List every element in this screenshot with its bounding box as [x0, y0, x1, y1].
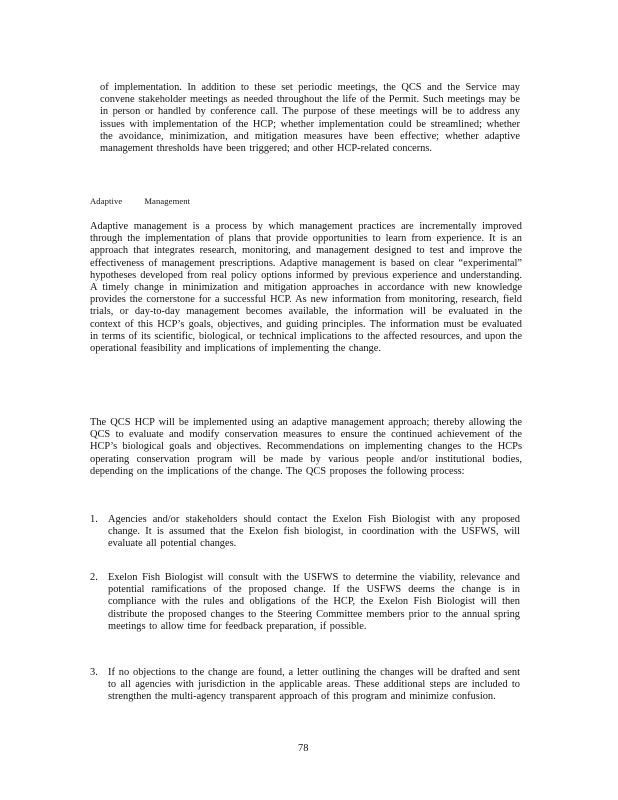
step-text: Exelon Fish Biologist will consult with the USFWS to determine the viability, relevance and potential ramifications of the proposed change. If the USFWS deems the change is in compliance with the rules and obligations of the HCP, the Exelon Fish Biologist will then distribute the proposed changes to the Steering Committee members prior to the annual spring meetings to allow time for feedback preparation, if possible. — [108, 572, 520, 632]
intro-paragraph: of implementation. In addition to these set periodic meetings, the QCS and the Service may convene stakeholder meetings as needed throughout the life of the Permit. Such meetings may be in person or handled by conference call. The purpose of these meetings will be to address any issues with implementation of the HCP; whether implementation could be streamlined; whether the avoidance, minimization, and mitigation measures have been effective; whether adaptive management thresholds have been triggered; and other HCP-related concerns. — [100, 82, 520, 155]
adaptive-management-paragraph: Adaptive management is a process by which management practices are incrementally improved through the implementation of plans that provide opportunities to learn from experience. It is an approach that integrates research, monitoring, and management designed to test and improve the effectiveness of management prescriptions. Adaptive management is based on clear “experimental” hypotheses developed from real policy options informed by previous experience and understanding. A timely change in minimization and mitigation approaches in accordance with new knowledge provides the cornerstone for a successful HCP. As new information from monitoring, research, field trials, or day-to-day management becomes available, the information will be evaluated in the context of this HCP’s goals, objectives, and guiding principles. The information must be evaluated in terms of its scientific, biological, or technical implications to the affected resources, and upon the operational feasibility and implications of implementing the change. — [90, 221, 522, 355]
heading-word-management: Management — [144, 196, 191, 206]
step-text: Agencies and/or stakeholders should contact the Exelon Fish Biologist with any proposed change. It is assumed that the Exelon fish biologist, in coordination with the USFWS, will evaluate all potential changes. — [108, 514, 520, 550]
heading-word-adaptive: Adaptive — [90, 196, 123, 206]
step-number: 1. — [90, 514, 98, 525]
page-number: 78 — [298, 743, 309, 754]
step-number: 3. — [90, 667, 98, 678]
step-number: 2. — [90, 572, 98, 583]
qcs-process-paragraph: The QCS HCP will be implemented using an adaptive management approach; thereby allowing the QCS to evaluate and modify conservation measures to ensure the continued achievement of the HCP’s biological goals and objectives. Recommendations on implementing changes to the HCPs operating conservation program will be made by various people and/or institutional bodies, depending on the implications of the change. The QCS proposes the following process: — [90, 417, 522, 477]
section-heading-adaptive-management — [90, 196, 190, 206]
step-text: If no objections to the change are found, a letter outlining the changes will be drafted and sent to all agencies with jurisdiction in the applicable areas. These additional steps are included to strengthen the multi-agency transparent approach of this program and minimize confusion. — [108, 667, 520, 703]
